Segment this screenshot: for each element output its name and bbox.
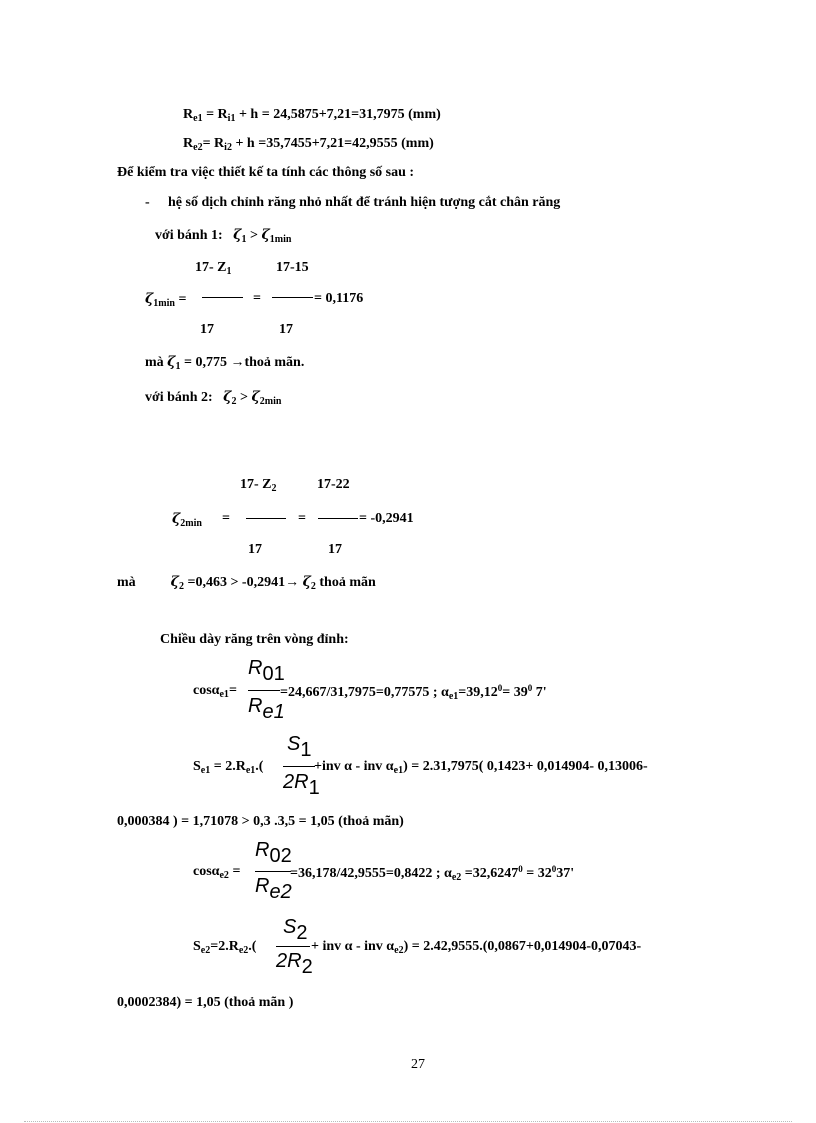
bullet-dash: - <box>145 195 150 210</box>
se2-fraction-bar <box>276 946 310 947</box>
se1-denominator: 2R1 <box>283 771 320 799</box>
cos1-rest: =24,667/31,7975=0,77575 ; $\alpha_{e1}=39,12^0= 39^0$ 7' <box>280 683 547 702</box>
se2-denominator: 2R2 <box>276 950 313 978</box>
wheel1-fraction-bar-1 <box>202 297 243 298</box>
thickness-heading: Chiều dày răng trên vòng đỉnh: <box>160 632 349 647</box>
se2-numerator: S2 <box>283 916 308 944</box>
wheel2-fraction-bar-2 <box>318 518 358 519</box>
cos1-denominator: Re1 <box>248 695 285 723</box>
wheel2-equals-1: = <box>222 511 230 526</box>
wheel1-denominator-2: 17 <box>279 322 293 337</box>
wheel1-verify: mà $\zeta_1 = 0,775$ →thoả mãn. <box>145 354 305 372</box>
wheel2-numerator-1: 17- $Z_2$ <box>240 477 277 494</box>
wheel2-fraction-bar-1 <box>246 518 286 519</box>
wheel2-denominator-1: 17 <box>248 542 262 557</box>
wheel1-result: = 0,1176 <box>314 291 364 306</box>
cos2-prefix: cosα$_{e2}$ = <box>193 864 241 881</box>
cos1-fraction-bar <box>248 690 280 691</box>
cos2-denominator: Re2 <box>255 875 292 903</box>
wheel2-condition: với bánh 2: $\zeta_2 > \zeta_{2min}$ <box>145 389 282 407</box>
page-number: 27 <box>411 1057 425 1072</box>
wheel2-verify: mà $\zeta_2 =0,463 > -0,2941\to \zeta_2$ thoả mãn <box>117 574 376 592</box>
se1-line2: 0,000384 ) = 1,71078 > 0,3 .3,5 = 1,05 (thoả mãn) <box>117 814 404 829</box>
se2-line2: 0,0002384) = 1,05 (thoả mãn ) <box>117 995 294 1010</box>
se2-rest: + inv α - inv $\alpha_{e2}) = 2.42,9555.(0,0867+0,014904-0,07043-$ <box>311 939 642 956</box>
cos1-numerator: R01 <box>248 657 285 685</box>
wheel1-numerator-1: 17- $Z_1$ <box>195 260 232 277</box>
wheel2-zeta-min: $\zeta_{2min}$ <box>172 511 202 529</box>
cos2-fraction-bar <box>255 871 291 872</box>
cos2-rest: =36,178/42,9555=0,8422 ; $\alpha_{e2} =32,6247^0 = 32^037'$ <box>290 864 575 883</box>
formula-re2: $R_{e2}= R_{i2} + h =35,7455+7,21=42,9555$ (mm) <box>183 136 434 153</box>
wheel1-fraction-bar-2 <box>272 297 313 298</box>
wheel1-denominator-1: 17 <box>200 322 214 337</box>
cos2-numerator: R02 <box>255 839 292 867</box>
wheel1-equals: = <box>253 291 261 306</box>
wheel2-numerator-2: 17-22 <box>317 477 350 492</box>
footer-rule <box>24 1121 792 1122</box>
se2-prefix: $S_{e2}=2.R_{e2}$.( <box>193 939 257 956</box>
wheel2-result: = -0,2941 <box>359 511 414 526</box>
wheel1-zeta-min: $\zeta_{1min}$ = <box>145 291 187 309</box>
bullet-text: hệ số dịch chỉnh răng nhỏ nhất để tránh hiện tượng cắt chân răng <box>168 195 561 210</box>
wheel2-equals-2: = <box>298 511 306 526</box>
se1-fraction-bar <box>283 766 315 767</box>
wheel2-denominator-2: 17 <box>328 542 342 557</box>
cos1-prefix: cosα$_{e1}$= <box>193 683 237 700</box>
wheel1-condition: với bánh 1: $\zeta_1 > \zeta_{1min}$ <box>155 227 292 245</box>
wheel1-numerator-2: 17-15 <box>276 260 309 275</box>
formula-re1: $R_{e1} = R_{i1} + h = 24,5875+7,21=31,7975$ (mm) <box>183 107 441 124</box>
se1-rest: +inv α - inv $\alpha_{e1}) = 2.31,7975$( 0,1423+ 0,014904- 0,13006- <box>314 759 648 776</box>
se1-prefix: $S_{e1} = 2.R_{e1}$.( <box>193 759 264 776</box>
se1-numerator: S1 <box>287 733 312 761</box>
check-intro: Để kiểm tra việc thiết kế ta tính các thông số sau : <box>117 165 415 180</box>
